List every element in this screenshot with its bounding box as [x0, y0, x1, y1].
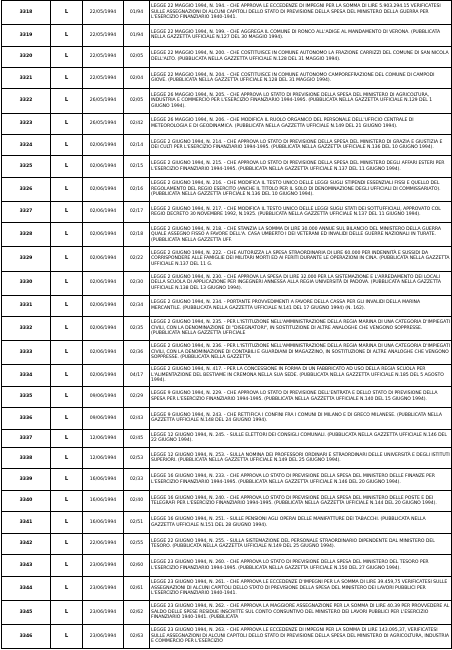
- laws-register-table: [1, 0, 452, 649]
- record-type: L: [51, 223, 83, 247]
- record-description: LEGGE 9 GIUGNO 1994, N. 243. - CHE RETTIFICA I CONFINI FRA I COMUNI DI MILANO E DI GRECO MILANESE. (PUBBLICATA NELLA GAZZETTA UFFICIALE N.148 DEL 24 GIUGNO 1994).: [150, 408, 452, 429]
- record-description: LEGGE 23 GIUGNO 1994, N. 261. - CHE APPROVA LE ECCEDENZE D'IMPEGNI PER LA SOMMA DI LIRE 39.459,75 VERIFICATESI SULLE ASSEGNAZIONI DI ALCUNI CAPITOLI DELLO STATO DI PREVISIONE DELLA SPESA DEL MINISTERO DEI LAVORI PUBBLICI PER L'ESERCIZIO FINANZIARIO 1940-1941.: [150, 576, 452, 600]
- record-code: 02/34: [124, 295, 150, 316]
- table-row: [2, 386, 452, 407]
- table-row: [2, 576, 452, 600]
- record-code: 02/16: [124, 177, 150, 201]
- record-code: 02/45: [124, 429, 150, 447]
- record-description: LEGGE 26 MAGGIO 1994, N. 205. - CHE APPROVA LO STATO DI PREVISIONE DELLA SPESA DEL MINISTERO DI AGRICOLTURA, INDUSTRIA E COMMERCIO PER L'ESERCIZIO FINANZIARIO 1994-1995. (PUBBLICATA NELLA GAZZETTA UFFICIALE N.129 DEL 1 GIUGNO 1994).: [150, 89, 452, 113]
- record-type: L: [51, 533, 83, 554]
- record-date: 22/05/1994: [83, 46, 124, 67]
- table-row: [2, 134, 452, 155]
- record-date: 23/06/1994: [83, 624, 124, 648]
- record-date: 09/06/1994: [83, 408, 124, 429]
- record-date: 02/06/1994: [83, 134, 124, 155]
- record-number: 3324: [2, 134, 51, 155]
- record-number: 3345: [2, 600, 51, 624]
- record-number: 3319: [2, 25, 51, 46]
- record-date: 02/06/1994: [83, 247, 124, 271]
- record-description: LEGGE 12 GIUGNO 1994, N. 245. - SULLE ELETTORI DEI CONSIGLI COMUNALI. (PUBBLICATA NELLA GAZZETTA UFFICIALE N.146 DEL 22 GIUGNO 1994).: [150, 429, 452, 447]
- record-code: 02/14: [124, 134, 150, 155]
- record-code: 01/94: [124, 25, 150, 46]
- table-row: [2, 113, 452, 134]
- record-type: L: [51, 271, 83, 295]
- record-type: L: [51, 386, 83, 407]
- record-number: 3344: [2, 576, 51, 600]
- record-description: LEGGE 2 GIUGNO 1994, N. 236. - PER L'ISTITUZIONE NELL'AMMINISTRAZIONE DELLA REGIA MARINA DI UNA CATEGORIA D'IMPIEGATI CIVILI, CON LA DENOMINAZIONE DI CONTABILI E GUARDIANI DI MAGAZZINO, IN SOSTITUZIONE DI ALTRE ANALOGHE CHE VENGONO SOPPRESSE. (PUBBLICATA NELLA GAZZETTA: [150, 341, 452, 365]
- record-code: 02/04: [124, 67, 150, 88]
- record-number: 3320: [2, 46, 51, 67]
- record-number: 3326: [2, 177, 51, 201]
- record-type: L: [51, 89, 83, 113]
- record-date: 16/06/1994: [83, 490, 124, 511]
- record-type: L: [51, 201, 83, 222]
- record-description: LEGGE 23 GIUGNO 1994, N. 262. - CHE APPROVA LA MAGGIORE ASSEGNAZIONE PER LA SOMMA DI LIRE 40.39 PER PROVVEDERE AL SALDO DELLE SPESE RESIDUE INSCRITTE SUL CONTO CONSUNTIVO DEL MINISTERO DEI LAVORI PUBBLICI PER L'ESERCIZIO FINANZIARIO 1940-1941. (PUBBLICATA: [150, 600, 452, 624]
- table-row: [2, 201, 452, 222]
- record-description: LEGGE 2 GIUGNO 1994, N. 214. - CHE APPROVA LO STATO DI PREVISIONE DELLA SPESA DEL MINISTERO DI GRAZIA E GIUSTIZIA E DEI CULTI PER L'ESERCIZIO FINANZIARIO 1994-1995. (PUBBLICATA NELLA GAZZETTA UFFICIALE N.136 DEL 10 GIUGNO 1994).: [150, 134, 452, 155]
- record-code: 02/33: [124, 469, 150, 490]
- record-number: 3340: [2, 490, 51, 511]
- record-date: 26/05/1994: [83, 113, 124, 134]
- record-type: L: [51, 1, 83, 25]
- record-description: LEGGE 23 GIUGNO 1994, N. 263. - CHE APPROVA LE ECCEDENZE DI IMPEGNI PER LA SOMMA DI LIRE 143.095,37, VERIFICATESI SULLE ASSEGNAZIONI DI ALCUNI CAPITOLI DELLO STATO DI PREVISIONE DELLA SPESA DEL MINISTERO DI AGRICOLTURA, INDUSTRIA E COMMERCIO PER L'ESERCIZIO: [150, 624, 452, 648]
- record-type: L: [51, 469, 83, 490]
- record-type: L: [51, 408, 83, 429]
- record-number: 3342: [2, 533, 51, 554]
- record-date: 02/06/1994: [83, 317, 124, 341]
- record-date: 12/06/1994: [83, 448, 124, 469]
- record-number: 3322: [2, 89, 51, 113]
- table-row: [2, 600, 452, 624]
- record-type: L: [51, 156, 83, 177]
- record-description: LEGGE 2 GIUGNO 1994, N. 218. - CHE STANZIA LA SOMMA DI LIRE 30.000 ANNUE SUL BILANCIO DEL MINISTERO DELLA GUERRA QUALE ASSEGNO FISSO A FAVORE DELL'A. CASA UMBERTO I DEI VETERANI ED INVALIDI DELLE GUERRE NAZIONALI IN TURATE. (PUBBLICATA NELLA GAZZETTA UFF.: [150, 223, 452, 247]
- record-code: 02/22: [124, 247, 150, 271]
- record-type: L: [51, 25, 83, 46]
- record-code: 02/29: [124, 386, 150, 407]
- record-code: 02/51: [124, 512, 150, 533]
- record-date: 02/06/1994: [83, 341, 124, 365]
- table-row: [2, 490, 452, 511]
- record-date: 02/06/1994: [83, 271, 124, 295]
- record-description: LEGGE 2 GIUGNO 1994, N. 235. - PER L'ISTITUZIONE NELL'AMMINISTRAZIONE DELLA REGIA MARINA DI UNA CATEGORIA D'IMPIEGATI CIVILI, CON LA DENOMINAZIONE DI "DISEGNATORI", IN SOSTITUZIONE DI ALTRE ANALOGHE CHE VENGONO SOPPRESSE. (PUBBLICATA NELLA GAZZETTA UFFICIALE: [150, 317, 452, 341]
- record-type: L: [51, 134, 83, 155]
- record-description: LEGGE 2 GIUGNO 1994, N. 417. - PER LA CONCESSIONE IN FORMA DI UN FABBRICATO AD USO DELLA REGIA SCUOLA PER L'ALIMENTAZIONE DEL BESTIAME IN CREMONA NELLA SUA SEDE. (PUBBLICATA NELLA GAZZETTA UFFICIALE N.185 DEL 5 AGOSTO 1994).: [150, 365, 452, 386]
- record-description: LEGGE 2 GIUGNO 1994, N. 215. - CHE APPROVA LO STATO DI PREVISIONE DELLA SPESA DEL MINISTERO DEGLI AFFARI ESTERI PER L'ESERCIZIO FINANZIARIO 1994-1995. (PUBBLICATA NELLA GAZZETTA UFFICIALE N.137 DEL 11 GIUGNO 1994).: [150, 156, 452, 177]
- record-description: LEGGE 16 GIUGNO 1994, N. 240. - CHE APPROVA LO STATO DI PREVISIONE DELLA SPESA DEL MINISTERO DELLE POSTE E DEI TELEGRAFI PER L'ESERCIZIO FINANZIARIO 1994-1995. (PUBBLICATA NELLA GAZZETTA UFFICIALE N.144 DEL 20 GIUGNO 1994).: [150, 490, 452, 511]
- record-code: 02/36: [124, 341, 150, 365]
- record-description: LEGGE 16 GIUGNO 1994, N. 233. - CHE APPROVA LO STATO DI PREVISIONE DELLA SPESA DEL MINISTERO DELLE FINANZE PER L'ESERCIZIO FINANZIARIO 1994-1995. (PUBBLICATA NELLA GAZZETTA UFFICIALE N.146 DEL 20 GIUGNO 1994).: [150, 469, 452, 490]
- record-number: 3327: [2, 201, 51, 222]
- record-number: 3331: [2, 295, 51, 316]
- record-code: 02/63: [124, 624, 150, 648]
- table-row: [2, 46, 452, 67]
- record-code: 02/62: [124, 600, 150, 624]
- record-date: 16/06/1994: [83, 512, 124, 533]
- table-row: [2, 341, 452, 365]
- record-date: 22/05/1994: [83, 1, 124, 25]
- laws-register-body: [2, 1, 452, 649]
- record-type: L: [51, 46, 83, 67]
- record-description: LEGGE 23 GIUGNO 1994, N. 260. - CHE APPROVA LO STATO DI PREVISIONE DELLA SPESA DEL MINISTERO DEL TESORO PER L'ESERCIZIO FINANZIARIO 1994-1995. (PUBBLICATA NELLA GAZZETTA UFFICIALE N.150 DEL 27 GIUGNO 1994).: [150, 555, 452, 576]
- record-number: 3339: [2, 469, 51, 490]
- record-number: 3338: [2, 448, 51, 469]
- record-code: 02/30: [124, 271, 150, 295]
- table-row: [2, 295, 452, 316]
- record-type: L: [51, 555, 83, 576]
- table-row: [2, 25, 452, 46]
- record-code: 02/43: [124, 408, 150, 429]
- record-type: L: [51, 448, 83, 469]
- record-code: 02/15: [124, 156, 150, 177]
- record-type: L: [51, 576, 83, 600]
- record-code: 02/42: [124, 113, 150, 134]
- record-description: LEGGE 2 GIUGNO 1994, N. 234. - PORTANTE PROVVEDIMENTI A FAVORE DELLA CASSA PER GLI INVALIDI DELLA MARINA MERCANTILE. (PUBBLICATA NELLA GAZZETTA UFFICIALE N.141 DEL 17 GIUGNO 1994) (N. 162).: [150, 295, 452, 316]
- table-row: [2, 1, 452, 25]
- record-type: L: [51, 177, 83, 201]
- record-date: 09/06/1994: [83, 386, 124, 407]
- record-type: L: [51, 67, 83, 88]
- record-type: L: [51, 490, 83, 511]
- record-description: LEGGE 16 GIUGNO 1994, N. 251. - SULLE PENSIONI AGLI OPERAI DELLE MANIFATTURE DEI TABACCHI. (PUBBLICATA NELLA GAZZETTA UFFICIALE N.151 DEL 28 GIUGNO 1994).: [150, 512, 452, 533]
- table-row: [2, 512, 452, 533]
- record-description: LEGGE 26 MAGGIO 1994, N. 206. - CHE MODIFICA IL RUOLO ORGANICO DEL PERSONALE DELL'UFFICIO CENTRALE DI METEOROLOGIA E DI GEODINAMICA. (PUBBLICATA NELLA GAZZETTA UFFICIALE N.149 DEL 21 GIUGNO 1994).: [150, 113, 452, 134]
- record-code: 02/61: [124, 576, 150, 600]
- table-row: [2, 177, 452, 201]
- record-type: L: [51, 512, 83, 533]
- table-row: [2, 89, 452, 113]
- record-date: 22/06/1994: [83, 533, 124, 554]
- record-number: 3341: [2, 512, 51, 533]
- record-date: 12/06/1994: [83, 429, 124, 447]
- record-number: 3323: [2, 113, 51, 134]
- record-type: L: [51, 429, 83, 447]
- record-type: L: [51, 295, 83, 316]
- record-code: 02/40: [124, 490, 150, 511]
- record-description: LEGGE 22 MAGGIO 1994, N. 204. - CHE COSTITUISCE IN COMUNE AUTONOMO CAMPOREFRAZIONE DEL COMUNE DI CAMPODI GIOVE. (PUBBLICATA NELLA GAZZETTA UFFICIALE N.128 DEL 31 MAGGIO 1994).: [150, 67, 452, 88]
- record-description: LEGGE 22 MAGGIO 1994, N. 194. - CHE APPROVA LE ECCEDENZE DI IMPEGNI PER LA SOMMA DI LIRE 5.903.294.15 VERIFICATESI SULLE ASSEGNAZIONI DI ALCUNI CAPITOLI DELLO STATO DI PREVISIONE DELLA SPESA DEL MINISTERO DELLA GUERRA PER L'ESERCIZIO FINANZIARIO 1940-1941.: [150, 1, 452, 25]
- record-date: 22/05/1994: [83, 67, 124, 88]
- record-code: 02/53: [124, 448, 150, 469]
- record-type: L: [51, 341, 83, 365]
- record-code: 04/17: [124, 365, 150, 386]
- record-description: LEGGE 2 GIUGNO 1994, N. 222. - CHE AUTORIZZA LA SPESA STRAORDINARIA DI LIRE 60.000 PER INDENNITÀ E SUSSIDI DA CORRISPONDERE ALLE FAMIGLIE DEI MILITARI MORTI ED AI FERITI DURANTE LE OPERAZIONI IN CINA. (PUBBLICATA NELLA GAZZETTA UFFICIALE N.137 DEL 11 G.: [150, 247, 452, 271]
- record-date: 23/06/1994: [83, 576, 124, 600]
- record-number: 3336: [2, 408, 51, 429]
- record-number: 3321: [2, 67, 51, 88]
- record-number: 3334: [2, 365, 51, 386]
- table-row: [2, 429, 452, 447]
- record-date: 26/05/1994: [83, 89, 124, 113]
- record-description: LEGGE 22 MAGGIO 1994, N. 200. - CHE COSTITUISCE IN COMUNE AUTONOMO LA FRAZIONE CARRIZZI DEL COMUNE DI SAN NICOLA DELL'ALTO. (PUBBLICATA NELLA GAZZETTA UFFICIALE N.128 DEL 31 MAGGIO 1994).: [150, 46, 452, 67]
- record-description: LEGGE 2 GIUGNO 1994, N. 216. - CHE MODIFICA IL TESTO UNICO DELLE LEGGI SUGLI STIPENDI ESSENZIALI FISSI E QUELLO DEL REGOLAMENTO DEL REGIO ESERCITO (ANCHE IL TITOLO PER IL SOLO DI DENOMINAZIONE DEGLI UFFICIALI DI COMMISSARIATO). (PUBBLICATA NELLA GAZZETTA UFFICIALE N.136 DEL 10 GIUGNO 1994).: [150, 177, 452, 201]
- record-date: 02/06/1994: [83, 295, 124, 316]
- record-date: 02/06/1994: [83, 177, 124, 201]
- record-type: L: [51, 247, 83, 271]
- record-code: 02/05: [124, 89, 150, 113]
- record-number: 3333: [2, 341, 51, 365]
- record-description: LEGGE 22 MAGGIO 1994, N. 199. - CHE AGGREGA IL COMUNE DI RONCO ALL'ADIGE AL MANDAMENTO DI VERONA. (PUBBLICATA NELLA GAZZETTA UFFICIALE N.127 DEL 30 MAGGIO 1994).: [150, 25, 452, 46]
- record-number: 3318: [2, 1, 51, 25]
- record-code: 02/35: [124, 317, 150, 341]
- record-description: LEGGE 12 GIUGNO 1994, N. 253. - SULLA NOMINA DEI PROFESSORI ORDINARI E STRAORDINARI DELLE UNIVERSITÀ E DEGLI ISTITUTI SUPERIORI. (PUBBLICATA NELLA GAZZETTA UFFICIALE N.149 DEL 25 GIUGNO 1994).: [150, 448, 452, 469]
- record-type: L: [51, 317, 83, 341]
- record-number: 3329: [2, 247, 51, 271]
- table-row: [2, 67, 452, 88]
- record-type: L: [51, 600, 83, 624]
- record-date: 16/06/1994: [83, 469, 124, 490]
- record-description: LEGGE 2 GIUGNO 1994, N. 217. - CHE MODIFICA IL TESTO UNICO DELLE LEGGI SUGLI STATI DEI SOTTUFFICIALI, APPROVATO COL REGIO DECRETO 30 NOVEMBRE 1992, N.1925. (PUBBLICATA NELLA GAZZETTA UFFICIALE N.137 DEL 11 GIUGNO 1994).: [150, 201, 452, 222]
- table-row: [2, 469, 452, 490]
- record-type: L: [51, 113, 83, 134]
- table-row: [2, 223, 452, 247]
- table-row: [2, 555, 452, 576]
- record-number: 3332: [2, 317, 51, 341]
- table-row: [2, 156, 452, 177]
- record-date: 23/06/1994: [83, 600, 124, 624]
- table-row: [2, 317, 452, 341]
- record-code: 02/55: [124, 533, 150, 554]
- table-row: [2, 365, 452, 386]
- table-row: [2, 408, 452, 429]
- record-number: 3325: [2, 156, 51, 177]
- table-row: [2, 533, 452, 554]
- record-code: 01/94: [124, 1, 150, 25]
- record-date: 02/06/1994: [83, 156, 124, 177]
- table-row: [2, 448, 452, 469]
- record-code: 02/17: [124, 201, 150, 222]
- record-date: 02/06/1994: [83, 223, 124, 247]
- record-number: 3328: [2, 223, 51, 247]
- record-code: 02/18: [124, 223, 150, 247]
- record-code: 02/60: [124, 555, 150, 576]
- record-number: 3337: [2, 429, 51, 447]
- table-row: [2, 271, 452, 295]
- record-type: L: [51, 624, 83, 648]
- record-code: 02/05: [124, 46, 150, 67]
- table-row: [2, 624, 452, 648]
- record-date: 23/06/1994: [83, 555, 124, 576]
- record-date: 02/06/1994: [83, 365, 124, 386]
- record-number: 3335: [2, 386, 51, 407]
- table-row: [2, 247, 452, 271]
- record-description: LEGGE 22 GIUGNO 1994, N. 255. - SULLA SISTEMAZIONE DEL PERSONALE STRAORDINARIO DIPENDENTE DAL MINISTERO DEL TESORO. (PUBBLICATA NELLA GAZZETTA UFFICIALE N.149 DEL 25 GIUGNO 1994).: [150, 533, 452, 554]
- record-description: LEGGE 9 GIUGNO 1994, N. 229. - CHE APPROVA LO STATO DI PREVISIONE DELL'ENTRATA E DELLO STATO DI PREVISIONE DELLA SPESA PER L'ESERCIZIO FINANZIARIO 1994-1995. (PUBBLICATA NELLA GAZZETTA UFFICIALE N.140 DEL 15 GIUGNO 1994).: [150, 386, 452, 407]
- record-number: 3330: [2, 271, 51, 295]
- record-date: 02/06/1994: [83, 201, 124, 222]
- record-date: 22/05/1994: [83, 25, 124, 46]
- record-type: L: [51, 365, 83, 386]
- record-number: 3346: [2, 624, 51, 648]
- record-description: LEGGE 2 GIUGNO 1994, N. 230. - CHE APPROVA LA SPESA DI LIRE 32.000 PER LA SISTEMAZIONE E L'ARREDAMENTO DEI LOCALI DELLA SCUOLA DI APPLICAZIONE PER INGEGNERI ANNESSA ALLA REGIA UNIVERSITÀ DI PADOVA. (PUBBLICATA NELLA GAZZETTA UFFICIALE N.138 DEL 13 GIUGNO 1994).: [150, 271, 452, 295]
- record-number: 3343: [2, 555, 51, 576]
